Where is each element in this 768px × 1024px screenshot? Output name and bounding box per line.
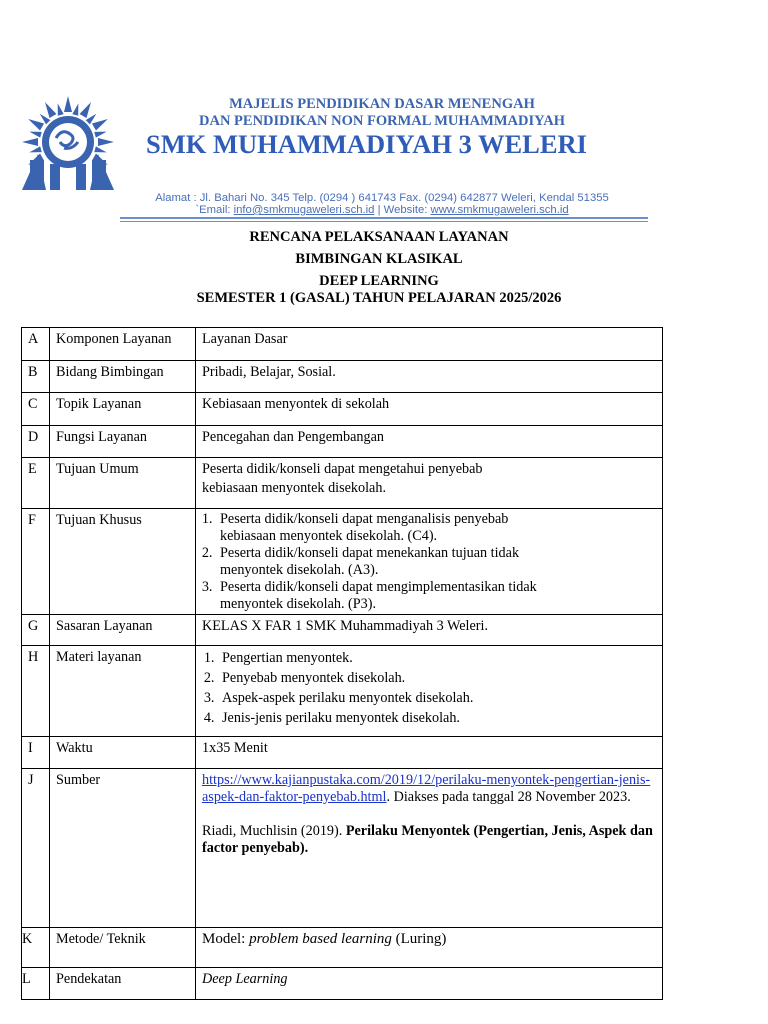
website-label: | Website: (374, 204, 431, 216)
row-value (196, 769, 663, 928)
table-row (22, 426, 663, 458)
row-label: Topik Layanan (50, 393, 196, 426)
org-name-line-2: DAN PENDIDIKAN NON FORMAL MUHAMMADIYAH (199, 113, 565, 129)
row-code: G (22, 615, 50, 646)
row-code: H (22, 646, 50, 737)
row-value (196, 509, 663, 615)
table-row (22, 615, 663, 646)
table-row (22, 361, 663, 393)
row-value (196, 968, 663, 1000)
row-code: A (22, 328, 50, 361)
doc-title-1: RENCANA PELAKSANAAN LAYANAN (249, 229, 509, 245)
website-link[interactable]: www.smkmugaweleri.sch.id (430, 204, 569, 216)
row-value: Layanan Dasar (196, 328, 663, 361)
service-plan-table (21, 327, 663, 1000)
table-row (22, 328, 663, 361)
row-code: E (22, 458, 50, 509)
email-label: `Email: (195, 204, 234, 216)
source-access-note: . Diakses pada tanggal 28 November 2023. (386, 789, 631, 805)
row-value: Pencegahan dan Pengembangan (196, 426, 663, 458)
list-item: 4. Jenis-jenis perilaku menyontek disekolah. (218, 708, 656, 728)
row-code: K (22, 928, 50, 968)
row-value (196, 646, 663, 737)
row-label: Pendekatan (50, 968, 196, 1000)
row-code: I (22, 737, 50, 769)
row-label: Fungsi Layanan (50, 426, 196, 458)
source-web (202, 772, 656, 806)
table-row (22, 737, 663, 769)
table-row (22, 968, 663, 1000)
school-name: SMK MUHAMMADIYAH 3 WELERI (146, 129, 587, 159)
row-value: 1x35 Menit (196, 737, 663, 769)
material-list (198, 648, 656, 728)
row-label: Tujuan Khusus (50, 509, 196, 615)
list-item: 1. Pengertian menyontek. (218, 648, 656, 668)
row-code: J (22, 769, 50, 928)
list-item: 1. Peserta didik/konseli dapat menganalisis penyebab kebiasaan menyontek disekolah. (C4). (216, 511, 552, 545)
table-row (22, 458, 663, 509)
row-code: C (22, 393, 50, 426)
table-row (22, 509, 663, 615)
doc-title-semester: SEMESTER 1 (GASAL) TAHUN PELAJARAN 2025/2026 (196, 290, 562, 306)
table-row (22, 646, 663, 737)
school-address: Alamat : Jl. Bahari No. 345 Telp. (0294 ) 641743 Fax. (0294) 642877 Weleri, Kendal 51355 (155, 192, 609, 204)
table-row (22, 769, 663, 928)
list-item: 2. Peserta didik/konseli dapat menekankan tujuan tidak menyontek disekolah. (A3). (216, 545, 552, 579)
table-row (22, 393, 663, 426)
list-item: 3. Peserta didik/konseli dapat mengimplementasikan tidak menyontek disekolah. (P3). (216, 579, 552, 613)
row-label: Materi layanan (50, 646, 196, 737)
row-value: Pribadi, Belajar, Sosial. (196, 361, 663, 393)
reference-author: Riadi, Muchlisin (2019). (202, 823, 346, 839)
reference-title: Perilaku Menyontek (Pengertian, Jenis, Aspek dan factor penyebab). (202, 823, 653, 856)
row-code: B (22, 361, 50, 393)
row-label: Sumber (50, 769, 196, 928)
row-code: D (22, 426, 50, 458)
org-name-line-1: MAJELIS PENDIDIKAN DASAR MENENGAH (229, 96, 535, 112)
row-value: Kebiasaan menyontek di sekolah (196, 393, 663, 426)
row-value (196, 928, 663, 968)
source-reference (202, 823, 656, 857)
row-label: Sasaran Layanan (50, 615, 196, 646)
row-label: Tujuan Umum (50, 458, 196, 509)
specific-goals-list (196, 511, 552, 613)
email-link[interactable]: info@smkmugaweleri.sch.id (233, 204, 375, 216)
row-label: Bidang Bimbingan (50, 361, 196, 393)
row-label: Komponen Layanan (50, 328, 196, 361)
muhammadiyah-sun-logo (16, 94, 120, 194)
source-link[interactable]: https://www.kajianpustaka.com/2019/12/perilaku-menyontek-pengertian-jenis-aspek-dan-faktor-penyebab.html (202, 772, 651, 805)
approach-value: Deep Learning (202, 971, 288, 987)
method-prefix: Model: (202, 931, 250, 947)
row-label: Waktu (50, 737, 196, 769)
row-code: L (22, 968, 50, 1000)
table-row (22, 928, 663, 968)
list-item: 3. Aspek-aspek perilaku menyontek disekolah. (218, 688, 656, 708)
list-item: 2. Penyebab menyontek disekolah. (218, 668, 656, 688)
doc-title-3: DEEP LEARNING (319, 273, 439, 289)
doc-title-2: BIMBINGAN KLASIKAL (295, 251, 463, 267)
row-code: F (22, 509, 50, 615)
row-value: KELAS X FAR 1 SMK Muhammadiyah 3 Weleri. (196, 615, 663, 646)
school-contact (130, 204, 634, 216)
header-rule-thick (120, 217, 648, 219)
header-rule-thin (120, 221, 648, 222)
method-suffix: (Luring) (391, 931, 447, 947)
method-model: problem based learning (249, 931, 392, 947)
row-value: Peserta didik/konseli dapat mengetahui penyebab kebiasaan menyontek disekolah. (196, 458, 663, 509)
row-label: Metode/ Teknik (50, 928, 196, 968)
